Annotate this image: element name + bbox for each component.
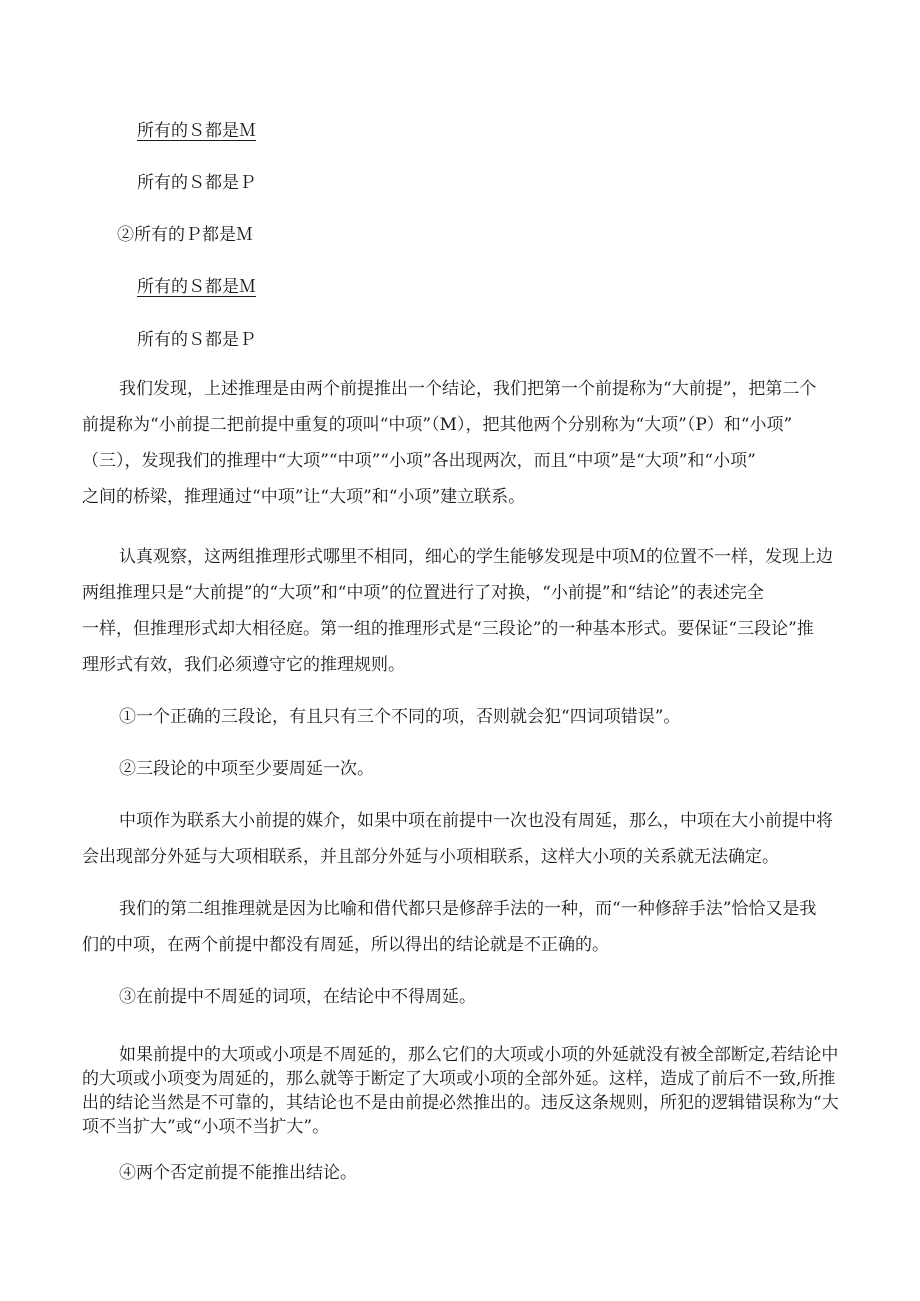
paragraph-line: 项不当扩大”或“小项不当扩大”。 <box>82 1117 330 1137</box>
syllogism-2-conclusion: 所有的Ｓ都是Ｐ <box>137 330 256 350</box>
paragraph-line: 前提称为“小前提二把前提中重复的项叫“中项”（M），把其他两个分别称为“大项”（P）和“小项” <box>82 415 793 435</box>
paragraph-line: 我们发现，上述推理是由两个前提推出一个结论，我们把第一个前提称为“大前提”，把第二个 <box>119 379 817 399</box>
paragraph-line: 中项作为联系大小前提的媒介，如果中项在前提中一次也没有周延，那么，中项在大小前提中将 <box>119 811 833 831</box>
paragraph-line: 们的中项，在两个前提中都没有周延，所以得出的结论就是不正确的。 <box>82 935 609 955</box>
rule-2: ②三段论的中项至少要周延一次。 <box>119 759 374 779</box>
syllogism-1-minor-premise: 所有的Ｓ都是Ｍ <box>137 121 256 141</box>
syllogism-2-major-premise: ②所有的Ｐ都是Ｍ <box>117 225 253 245</box>
paragraph-line: 理形式有效，我们必须遵守它的推理规则。 <box>82 655 405 675</box>
paragraph-line: 会出现部分外延与大项相联系，并且部分外延与小项相联系，这样大小项的关系就无法确定。 <box>82 847 779 867</box>
paragraph-line: 之间的桥梁，推理通过“中项”让“大项”和“小项”建立联系。 <box>82 487 526 507</box>
paragraph-line: 出的结论当然是不可靠的，其结论也不是由前提必然推出的。违反这条规则，所犯的逻辑错误称为“大 <box>82 1093 839 1113</box>
syllogism-1-conclusion: 所有的Ｓ都是Ｐ <box>137 173 256 193</box>
paragraph-line: （三），发现我们的推理中“大项”“中项”“小项”各出现两次，而且“中项”是“大项”和“小项” <box>82 451 756 471</box>
paragraph-line: 我们的第二组推理就是因为比喻和借代都只是修辞手法的一种，而“一种修辞手法”恰恰又是我 <box>119 899 817 919</box>
syllogism-2-minor-premise: 所有的Ｓ都是Ｍ <box>137 277 256 297</box>
rule-4: ④两个否定前提不能推出结论。 <box>119 1163 357 1183</box>
paragraph-line: 一样，但推理形式却大相径庭。第一组的推理形式是“三段论”的一种基本形式。要保证“三段论”推 <box>82 619 814 639</box>
paragraph-line: 的大项或小项变为周延的，那么就等于断定了大项或小项的全部外延。这样，造成了前后不一致,所推 <box>82 1069 836 1089</box>
rule-1: ①一个正确的三段论，有且只有三个不同的项，否则就会犯“四词项错误”。 <box>119 707 681 727</box>
paragraph-line: 认真观察，这两组推理形式哪里不相同，细心的学生能够发现是中项Ｍ的位置不一样，发现上边 <box>119 547 833 567</box>
paragraph-line: 两组推理只是“大前提”的“大项”和“中项”的位置进行了对换，“小前提”和“结论”的表述完全 <box>82 583 764 603</box>
paragraph-line: 如果前提中的大项或小项是不周延的，那么它们的大项或小项的外延就没有被全部断定,若结论中 <box>119 1045 839 1065</box>
rule-3: ③在前提中不周延的词项，在结论中不得周延。 <box>119 987 476 1007</box>
